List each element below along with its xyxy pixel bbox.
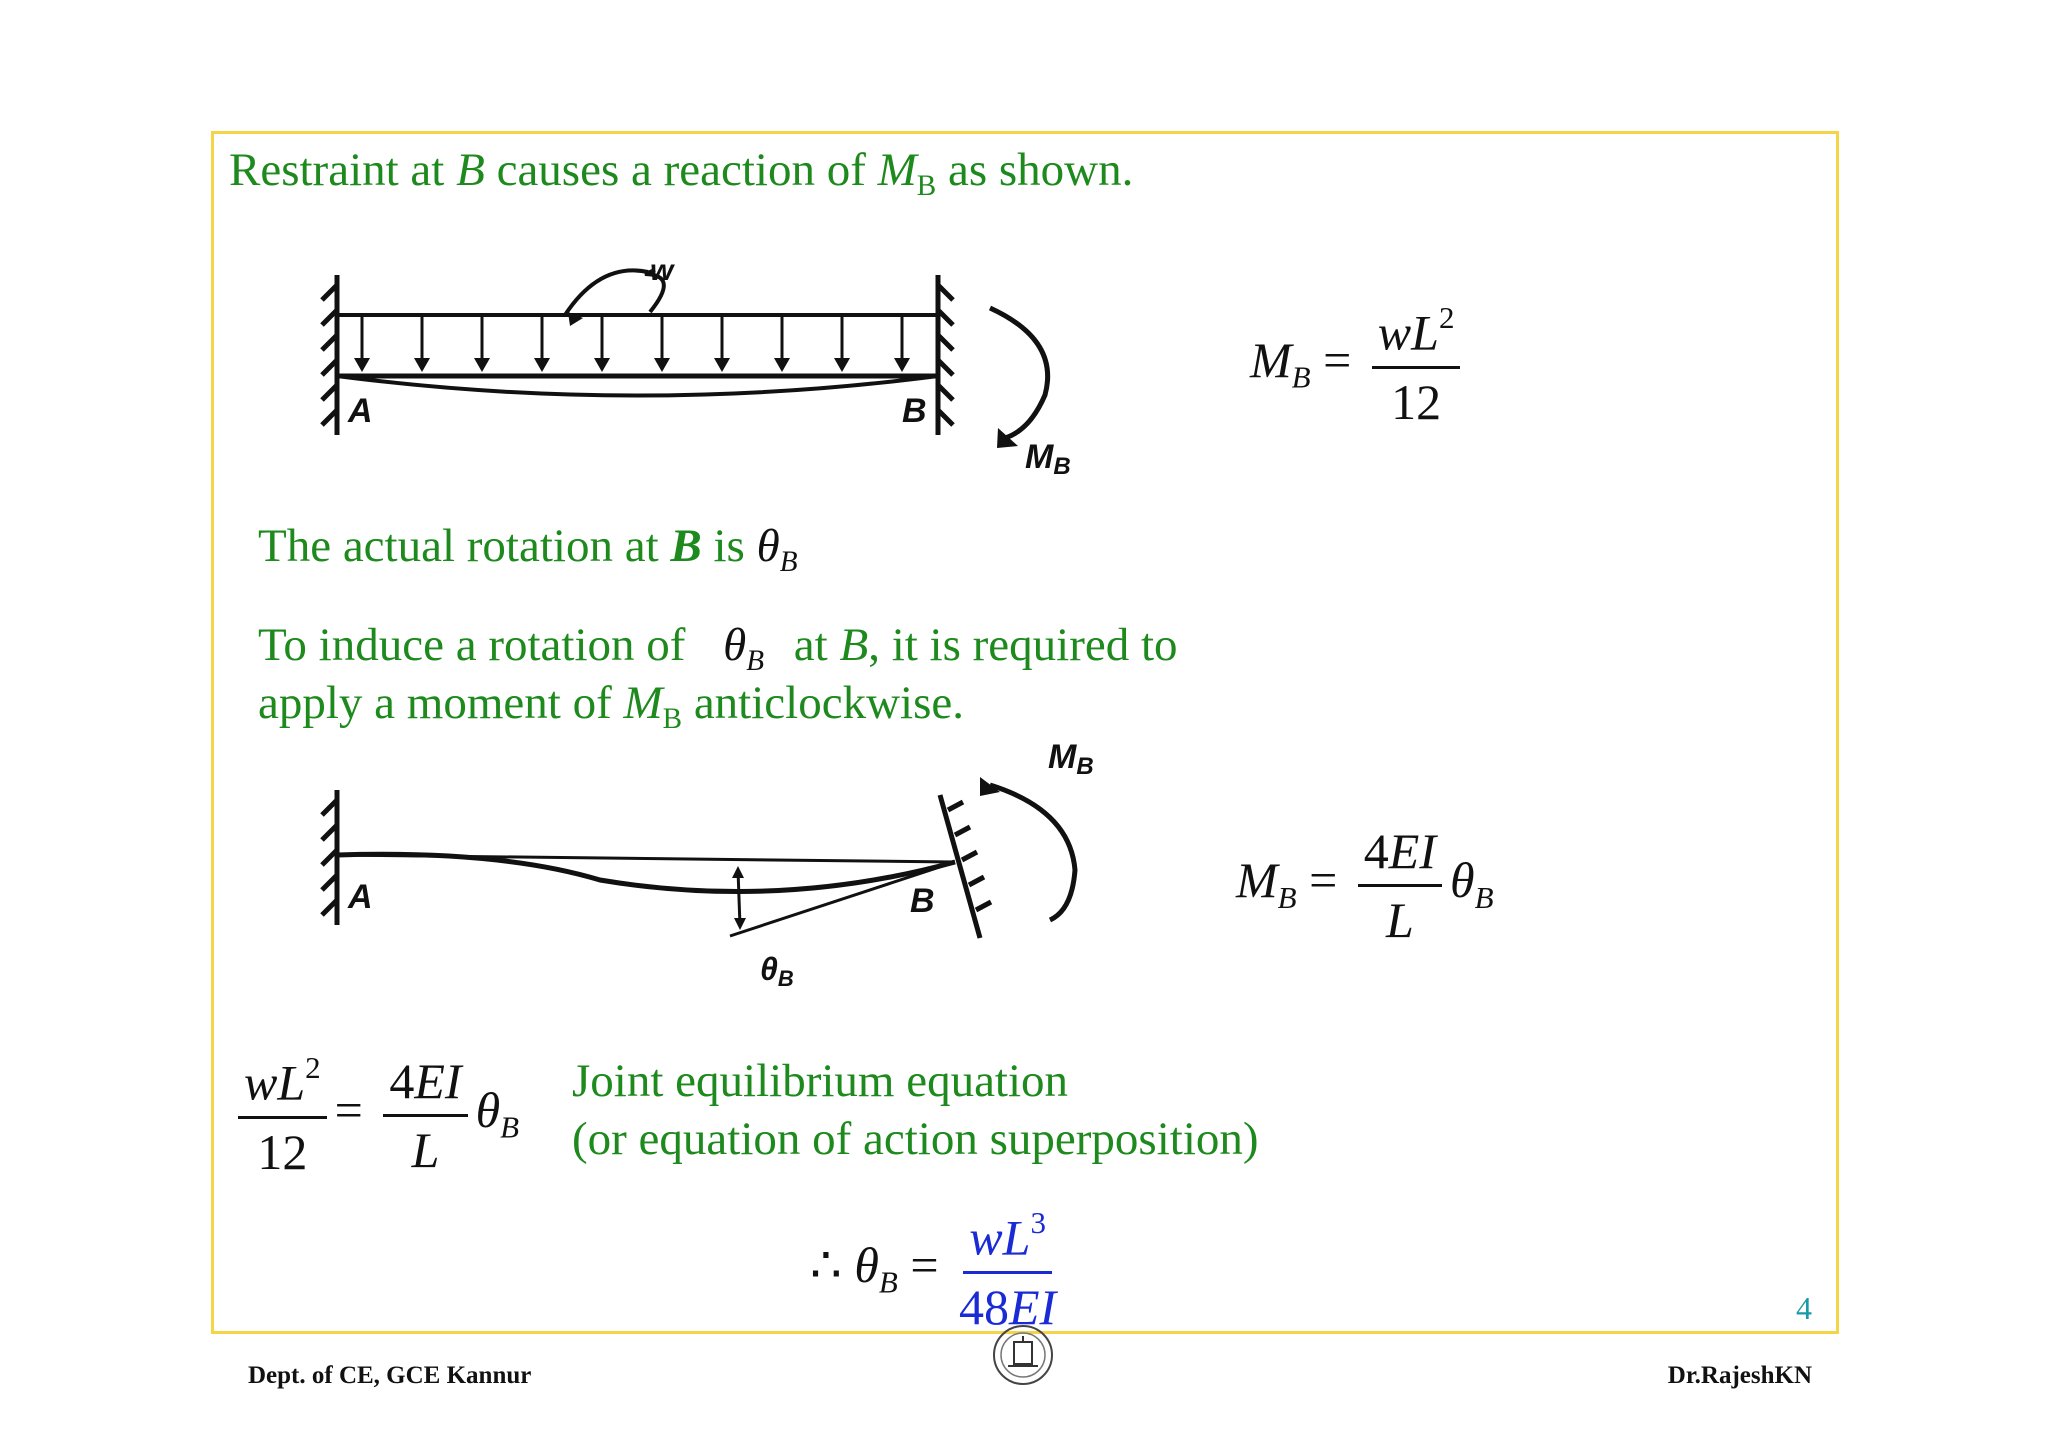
support-label-a-2: A	[348, 878, 373, 916]
moment-label-mb: MB	[1025, 438, 1071, 480]
apply-moment-line: apply a moment of $M_B$ anticlockwise.	[258, 677, 964, 736]
equilibrium-description: Joint equilibrium equation (or equation of action superposition)	[572, 1055, 1259, 1165]
support-label-a: A	[348, 392, 373, 430]
rotation-label-theta: θB	[760, 951, 794, 991]
beam-rotation-diagram	[300, 740, 1130, 990]
equation-equilibrium: $\frac{wL^2}{12}$ = $\frac{4EI}{L}$ $\theta_B$	[230, 1050, 519, 1181]
support-label-b: B	[902, 392, 927, 430]
equation-mb-stiffness: $M_B$ = $\frac{4EI}{L}$ $\theta_B$	[1236, 823, 1494, 948]
actual-rotation-line: The actual rotation at B is $\theta_B$	[258, 520, 798, 579]
beam-udl-diagram	[300, 250, 1100, 490]
equation-mb-fixed-end: $M_B$ = $\frac{wL^2}{12}$	[1250, 300, 1468, 431]
moment-label-mb-2: MB	[1048, 738, 1094, 780]
footer-author: Dr.RajeshKN	[1667, 1362, 1812, 1389]
page-number: 4	[1796, 1290, 1812, 1326]
college-logo-icon	[990, 1322, 1056, 1388]
intro-line: Restraint at B causes a reaction of $M_B$ as shown.	[229, 144, 1134, 203]
footer-department: Dept. of CE, GCE Kannur	[248, 1362, 532, 1389]
equation-theta-result: ∴ $\theta_B$ = $\frac{wL^3}{48EI}$	[810, 1205, 1057, 1335]
support-label-b-2: B	[910, 882, 935, 920]
induce-rotation-line: To induce a rotation of $\theta_B$ at B, it is required to	[258, 619, 1178, 678]
load-label-w: w	[650, 254, 674, 287]
